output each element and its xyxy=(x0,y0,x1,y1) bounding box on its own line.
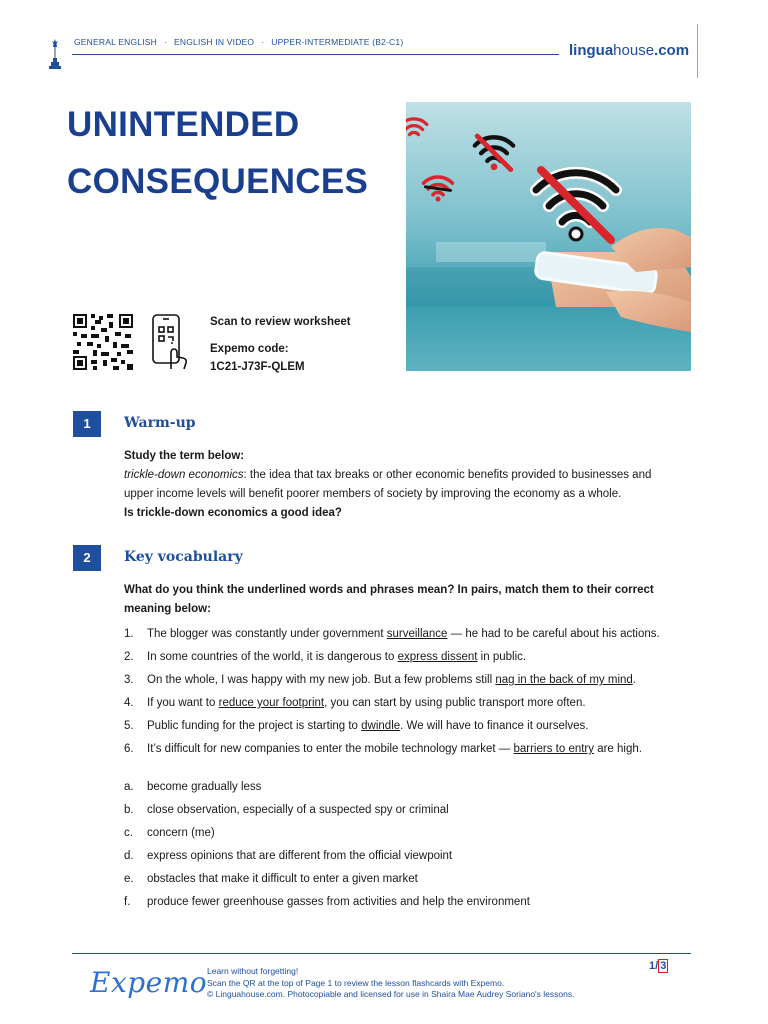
header-vertical-divider xyxy=(697,24,698,78)
meaning-text: close observation, especially of a suspected spy or criminal xyxy=(147,804,449,816)
sentence-text: In some countries of the world, it is dangerous to xyxy=(147,651,398,663)
title-line-2: CONSEQUENCES xyxy=(67,162,369,201)
vocab-term: barriers to entry xyxy=(513,743,595,755)
page-separator: / xyxy=(655,960,659,972)
footer-line-1: Learn without forgetting! xyxy=(207,966,299,976)
brand-logo[interactable] xyxy=(569,42,689,59)
scan-label: Scan to review worksheet xyxy=(210,316,351,328)
item-number: 2. xyxy=(124,651,134,663)
meaning-text: obstacles that make it difficult to enter a given market xyxy=(147,873,418,885)
breadcrumb-item[interactable]: ENGLISH IN VIDEO xyxy=(174,37,255,47)
expemo-logo[interactable]: Expemo xyxy=(90,966,208,999)
page-current: 1 xyxy=(649,960,656,972)
qr-code[interactable] xyxy=(73,314,133,370)
hero-image xyxy=(406,102,691,371)
page-total-link[interactable]: 3 xyxy=(660,960,667,972)
brand-part-2: house xyxy=(613,42,655,59)
breadcrumb-separator: · xyxy=(164,37,168,47)
vocab-instruction xyxy=(124,581,704,619)
sentence-text: . xyxy=(632,674,636,686)
warmup-intro: Study the term below: xyxy=(124,450,245,462)
section-title: Warm-up xyxy=(124,415,196,431)
item-letter: d. xyxy=(124,850,134,862)
vocab-term: surveillance xyxy=(386,628,448,640)
footer-line-2: Scan the QR at the top of Page 1 to review the lesson flashcards with Expemo. xyxy=(207,977,505,988)
phone-scan-icon xyxy=(149,313,191,371)
expemo-code-label: Expemo code: xyxy=(210,343,289,355)
brand-part-1: lingua xyxy=(569,42,614,59)
title-line-1: UNINTENDED xyxy=(67,105,300,144)
breadcrumb-item[interactable]: GENERAL ENGLISH xyxy=(74,37,157,47)
breadcrumb-separator: · xyxy=(261,37,265,47)
item-letter: c. xyxy=(124,827,133,839)
item-letter: e. xyxy=(124,873,134,885)
sentence-text: The blogger was constantly under government xyxy=(147,628,387,640)
warmup-question: Is trickle-down economics a good idea? xyxy=(124,507,342,519)
vocab-term: dwindle xyxy=(361,720,401,732)
statue-of-liberty-icon xyxy=(48,38,62,70)
vocab-instruction-line-1: What do you think the underlined words and phrases mean? In pairs, match them to their correct xyxy=(124,584,654,596)
footer-divider xyxy=(72,953,691,954)
meaning-text: become gradually less xyxy=(147,781,262,793)
sentence-text: If you want to xyxy=(147,697,219,709)
footer-text xyxy=(207,966,574,1001)
sentence-text: — he had to be careful about his actions. xyxy=(447,628,660,640)
brand-part-3: .com xyxy=(654,42,690,59)
meaning-text: produce fewer greenhouse gasses from activities and help the environment xyxy=(147,896,530,908)
header-divider xyxy=(72,54,559,55)
sentence-text: in public. xyxy=(477,651,527,663)
item-number: 5. xyxy=(124,720,134,732)
sentence-text: . We will have to finance it ourselves. xyxy=(400,720,589,732)
breadcrumb-item[interactable]: UPPER-INTERMEDIATE (B2-C1) xyxy=(271,37,404,47)
item-number: 1. xyxy=(124,628,134,640)
item-letter: f. xyxy=(124,896,131,908)
expemo-code-value: 1C21-J73F-QLEM xyxy=(210,361,305,373)
item-number: 3. xyxy=(124,674,134,686)
breadcrumb xyxy=(74,37,403,47)
page-number xyxy=(649,960,668,972)
meaning-text: express opinions that are different from the official viewpoint xyxy=(147,850,453,862)
item-number: 4. xyxy=(124,697,134,709)
warmup-term: trickle-down economics xyxy=(124,469,244,481)
vocab-term: reduce your footprint xyxy=(218,697,325,709)
vocab-term: nag in the back of my mind xyxy=(495,674,633,686)
warmup-definition-2: upper income levels will benefit poorer members of society by improving the economy as a whole. xyxy=(124,488,622,500)
vocab-instruction-line-2: meaning below: xyxy=(124,603,211,615)
warmup-text xyxy=(124,447,704,523)
item-letter: b. xyxy=(124,804,134,816)
item-number: 6. xyxy=(124,743,134,755)
sentence-text: are high. xyxy=(594,743,642,755)
section-number: 1 xyxy=(73,411,101,437)
sentence-text: , you can start by using public transport more often. xyxy=(324,697,586,709)
sentence-text: Public funding for the project is starting to xyxy=(147,720,362,732)
sentence-text: On the whole, I was happy with my new job. But a few problems still xyxy=(147,674,496,686)
footer-line-3: © Linguahouse.com. Photocopiable and licensed for use in Shaira Mae Audrey Soriano's lessons. xyxy=(207,989,575,999)
item-letter: a. xyxy=(124,781,134,793)
page-title xyxy=(67,96,368,210)
sentence-text: It’s difficult for new companies to enter the mobile technology market — xyxy=(147,743,514,755)
section-number: 2 xyxy=(73,545,101,571)
meaning-text: concern (me) xyxy=(147,827,215,839)
section-title: Key vocabulary xyxy=(124,549,243,565)
warmup-definition-1: : the idea that tax breaks or other economic benefits provided to businesses and xyxy=(243,469,652,481)
vocab-term: express dissent xyxy=(397,651,478,663)
